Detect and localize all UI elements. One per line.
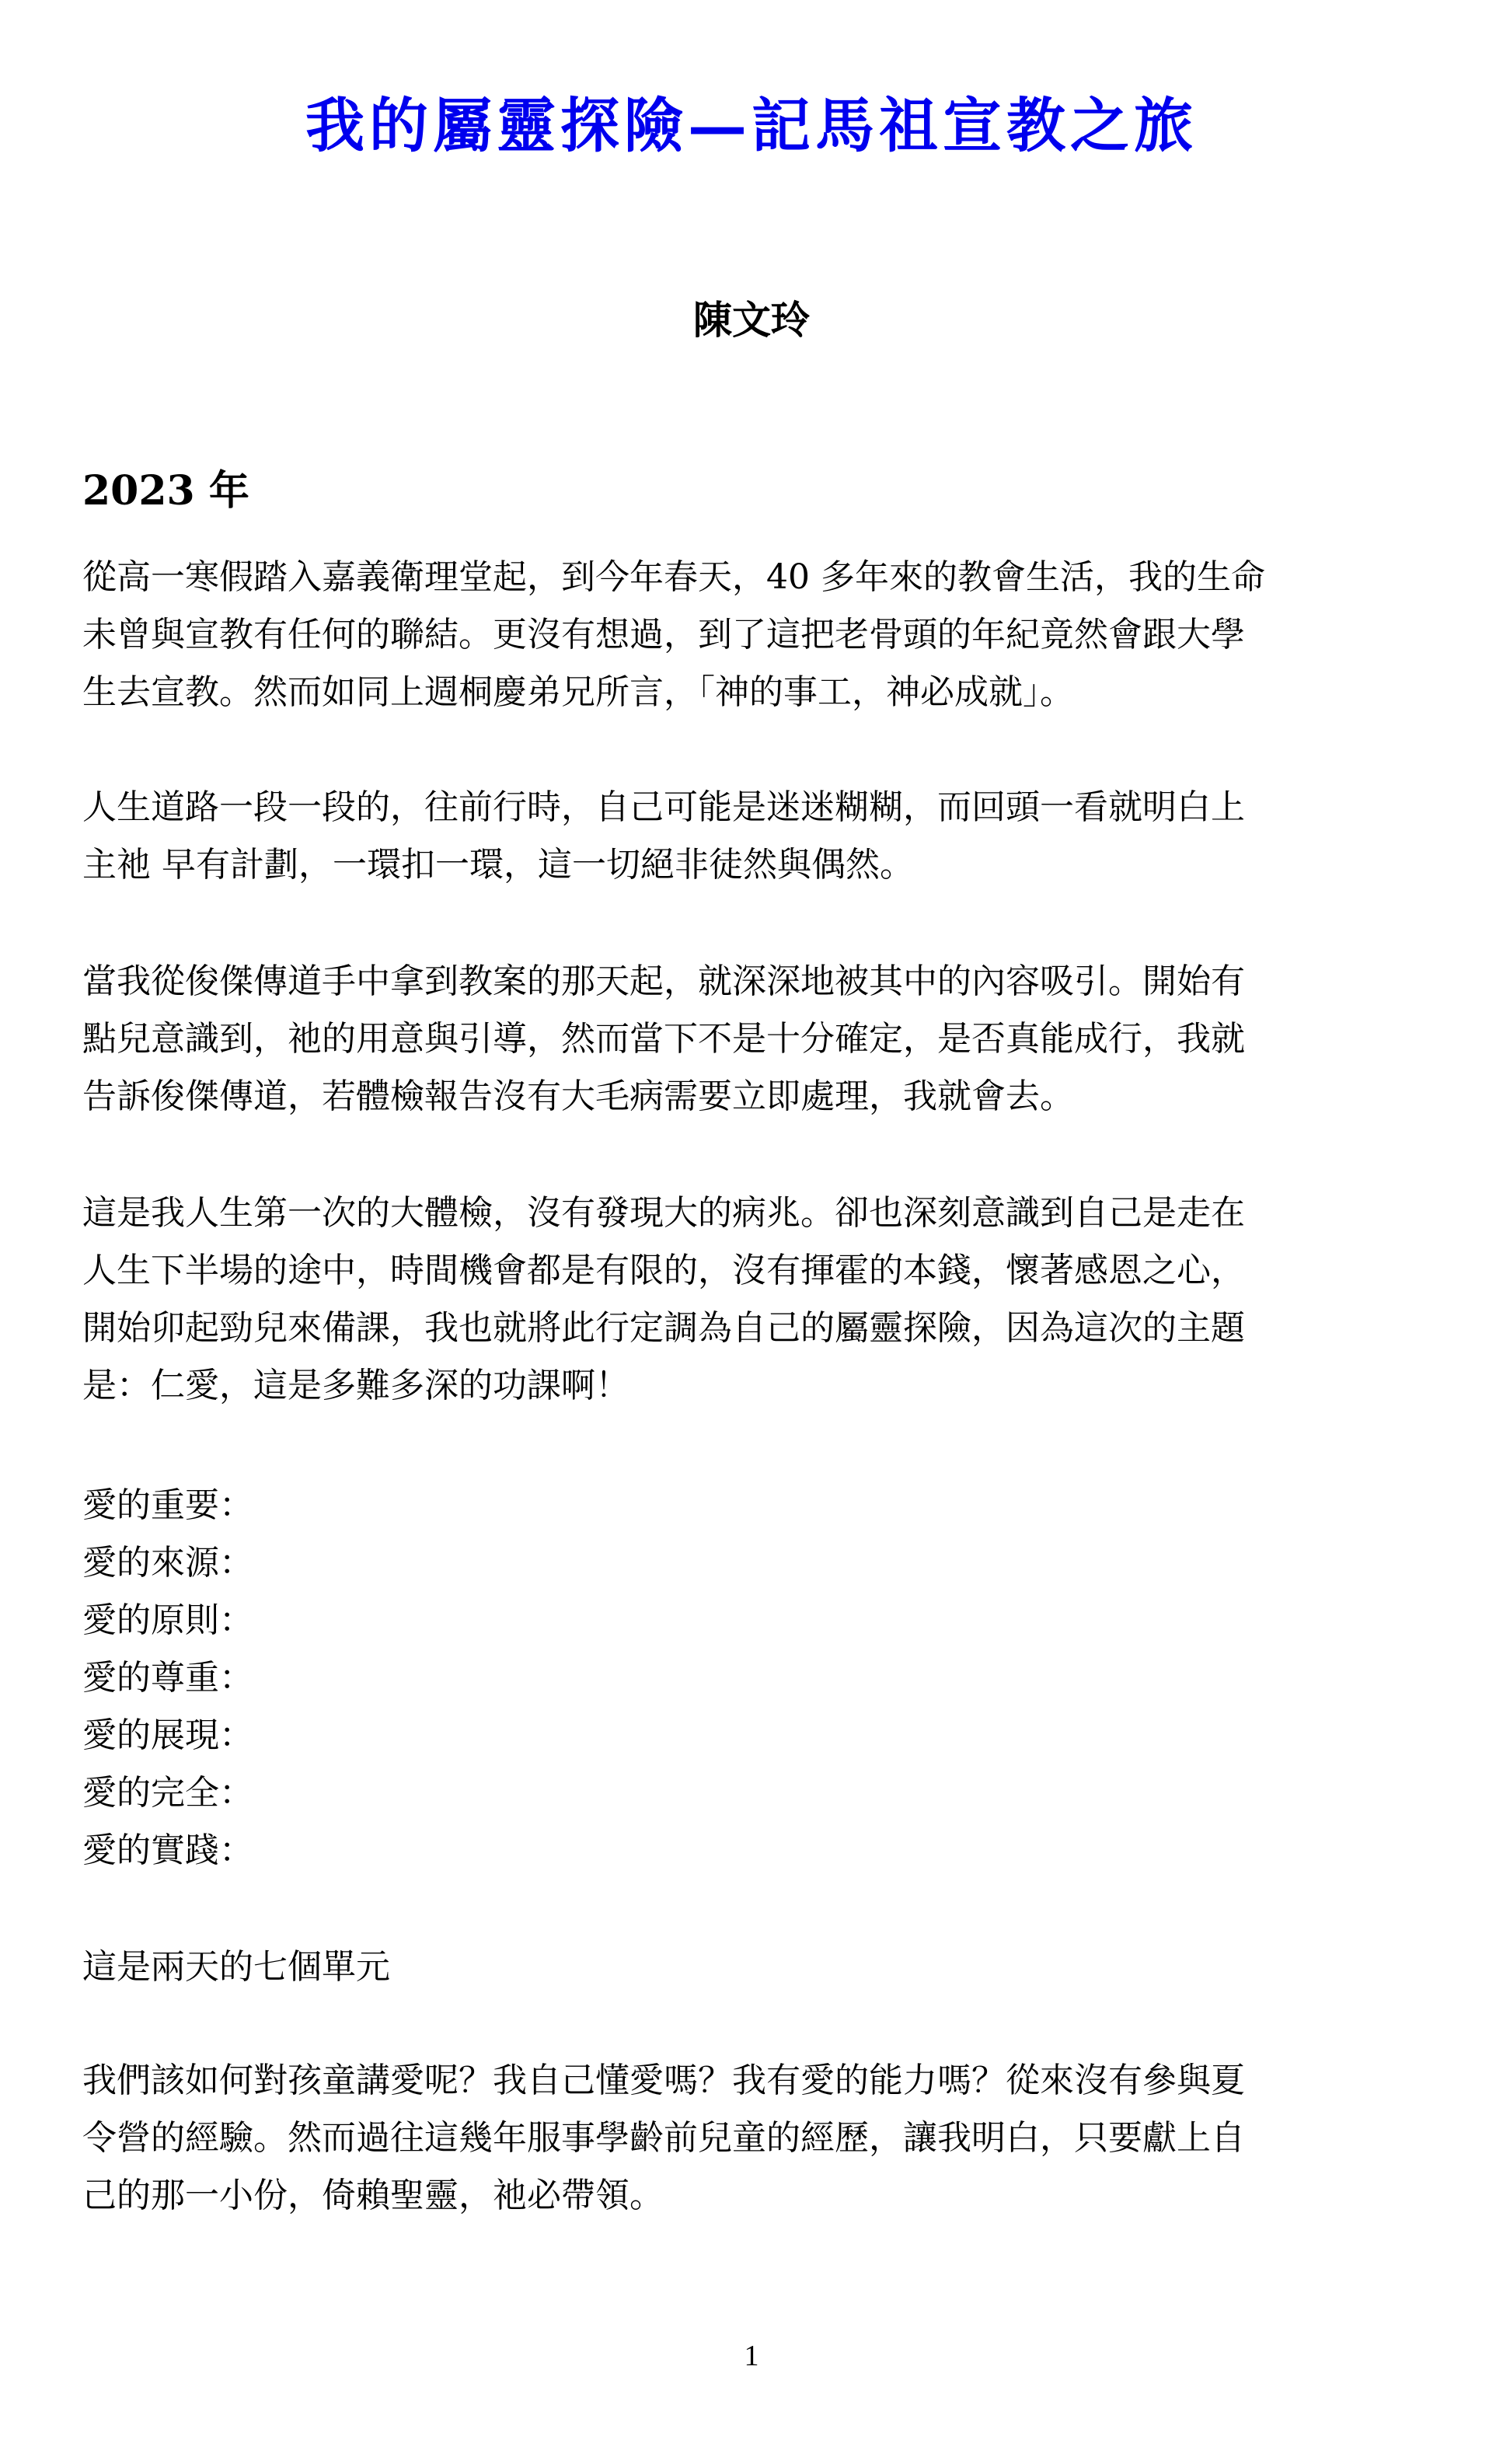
paragraph-4 [82,1185,1416,1415]
paragraph-line: 我們該如何對孩童講愛呢？我自己懂愛嗎？我有愛的能力嗎？從來沒有參與夏 [82,2061,1245,2100]
paragraph-line: 是：仁愛，這是多難多深的功課啊！ [82,1366,629,1405]
paragraph-line: 人生道路一段一段的，往前行時，自己可能是迷迷糊糊，而回頭一看就明白上 [82,787,1245,827]
paragraph-line: 生去宣教。然而如同上週桐慶弟兄所言，「神的事工，神必成就」。 [82,672,1074,712]
paragraph-line: 這是兩天的七個單元 [82,1947,390,1987]
list-item: 愛的原則： [82,1600,253,1640]
units-note [82,1939,1416,1996]
paragraph-1 [82,549,1416,721]
paragraph-line: 己的那一小份，倚賴聖靈，祂必帶領。 [82,2176,664,2215]
paragraph-5 [82,2052,1416,2225]
paragraph-line: 當我從俊傑傳道手中拿到教案的那天起，就深深地被其中的內容吸引。開始有 [82,962,1245,1001]
paragraph-line: 開始卯起勁兒來備課，我也就將此行定調為自己的屬靈探險，因為這次的主題 [82,1308,1245,1348]
paragraph-line: 未曾與宣教有任何的聯結。更沒有想過，到了這把老骨頭的年紀竟然會跟大學 [82,615,1245,654]
paragraph-line: 點兒意識到，祂的用意與引導，然而當下不是十分確定，是否真能成行，我就 [82,1019,1245,1059]
list-item: 愛的完全： [82,1773,253,1813]
paragraph-line: 這是我人生第一次的大體檢，沒有發現大的病兆。卻也深刻意識到自己是走在 [82,1193,1245,1233]
paragraph-line: 從高一寒假踏入嘉義衛理堂起，到今年春天，40 多年來的教會生活，我的生命 [82,557,1265,597]
author-name: 陳文玲 [693,297,810,343]
paragraph-line: 人生下半場的途中，時間機會都是有限的，沒有揮霍的本錢，懷著感恩之心， [82,1251,1245,1290]
list-item: 愛的展現： [82,1715,253,1755]
paragraph-line: 告訴俊傑傳道，若體檢報告沒有大毛病需要立即處理，我就會去。 [82,1077,1074,1116]
list-item: 愛的尊重： [82,1658,253,1698]
document-title: 我的屬靈探險—記馬祖宣教之旅 [305,91,1198,160]
list-item: 愛的重要： [82,1485,253,1525]
list-item: 愛的實踐： [82,1831,253,1870]
paragraph-line: 令營的經驗。然而過往這幾年服事學齡前兒童的經歷，讓我明白，只要獻上自 [82,2118,1245,2158]
list-item: 愛的來源： [82,1543,253,1583]
year-heading: 2023 年 [82,467,249,515]
paragraph-line: 主祂 早有計劃，一環扣一環，這一切絕非徒然與偶然。 [82,845,914,885]
love-topics-list [82,1477,253,1879]
page-number: 1 [744,2340,759,2372]
paragraph-2 [82,779,1416,894]
paragraph-3 [82,953,1416,1126]
